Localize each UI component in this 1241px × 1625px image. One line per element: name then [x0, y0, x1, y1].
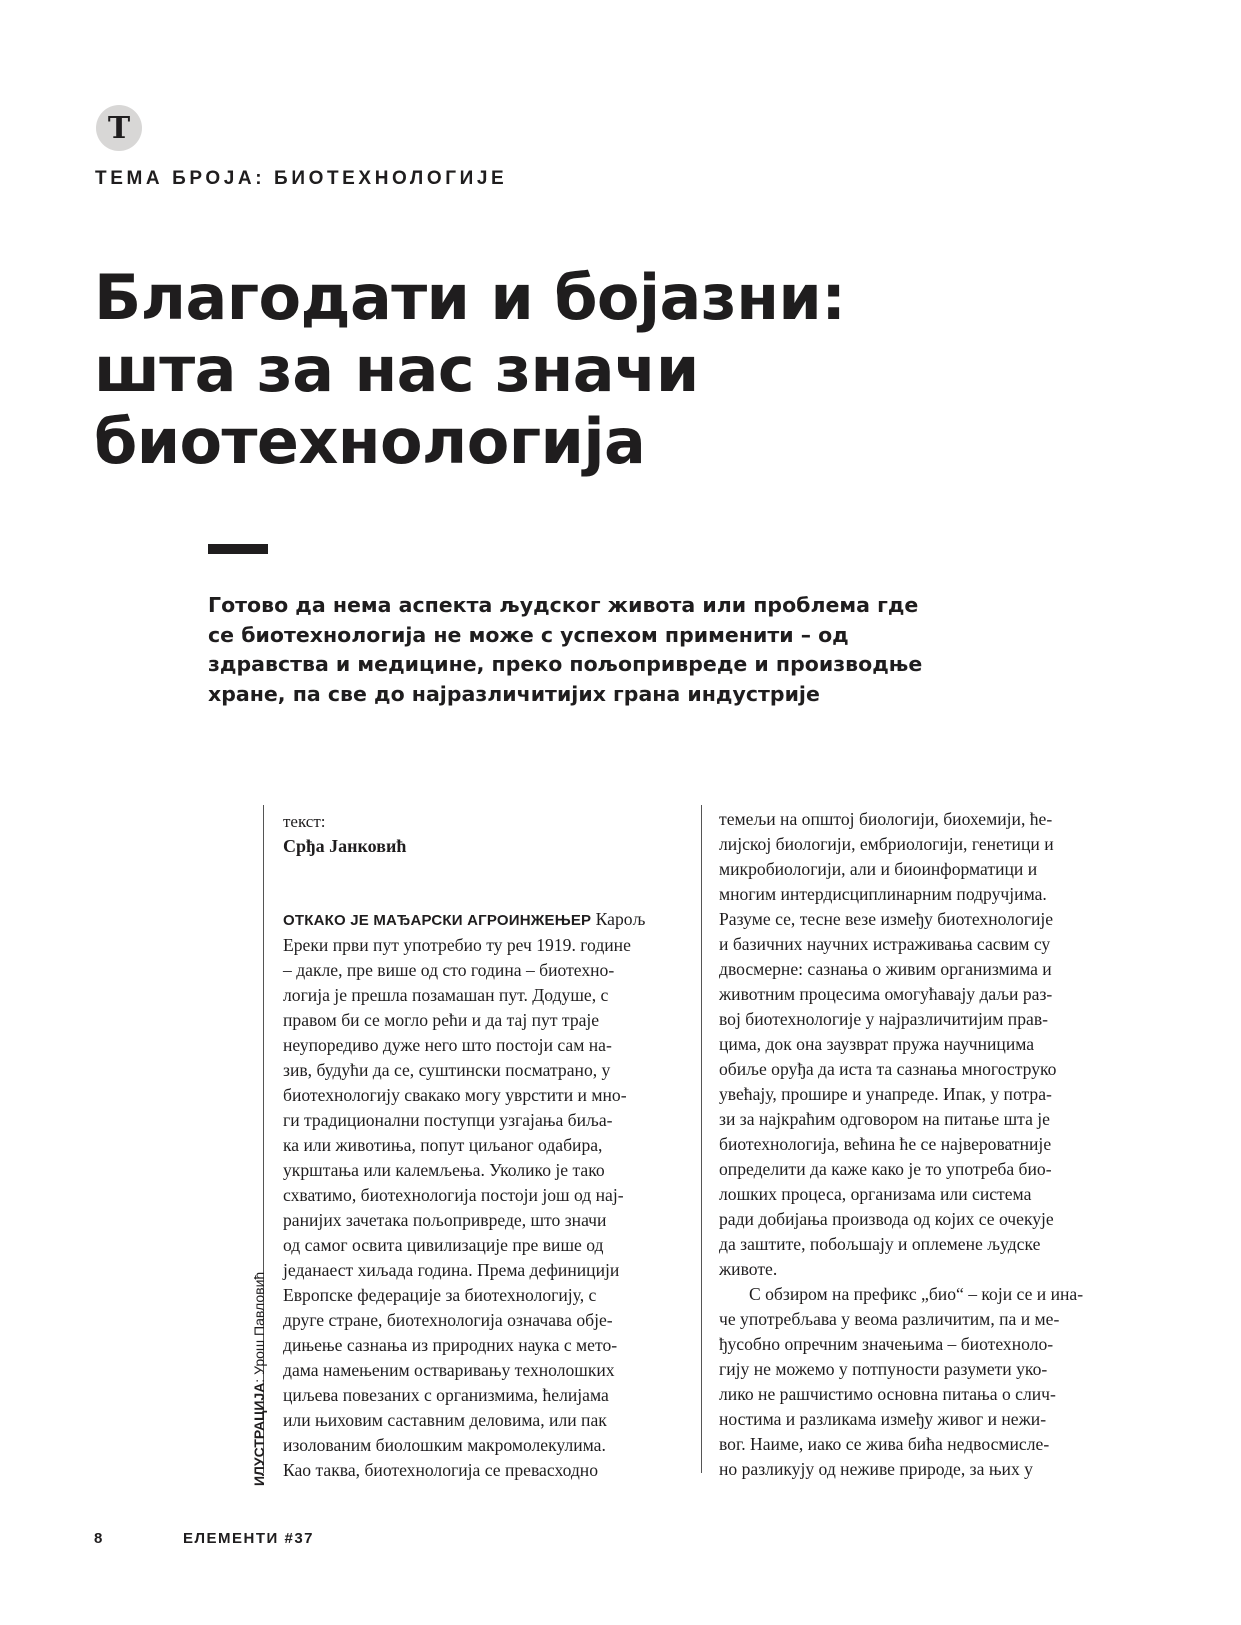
- lead-line: Готово да нема аспекта људског живота или проблема где: [208, 593, 919, 617]
- text-line: Ереки први пут употребио ту реч 1919. године: [283, 935, 631, 955]
- text-line: ги традиционални поступци узгајања биља-: [283, 1110, 613, 1130]
- text-line: зив, будући да се, суштински посматрано, у: [283, 1060, 611, 1080]
- text-line: микробиологији, али и биоинформатици и: [719, 859, 1038, 879]
- text-line: лошких процеса, организама или система: [719, 1184, 1032, 1204]
- article-title: [94, 262, 1094, 478]
- text-line: ка или животиња, попут циљаног одабира,: [283, 1135, 603, 1155]
- body-column-2: [719, 807, 1083, 1482]
- text-line: животним процесима омогућавају даљи раз-: [719, 984, 1053, 1004]
- section-label: ТЕМА БРОЈА: БИОТЕХНОЛОГИЈЕ: [95, 168, 508, 189]
- illustrator-name: : Урош Павловић: [251, 1271, 267, 1383]
- text-line: вој биотехнологије у најразличитијим прав-: [719, 1009, 1048, 1029]
- text-line: неупоредиво дуже него што постоји сам на-: [283, 1035, 612, 1055]
- page-number: 8: [94, 1530, 103, 1547]
- text-line: од самог освита цивилизације пре више од: [283, 1235, 604, 1255]
- first-line-rest: Карољ: [591, 909, 646, 929]
- lead-line: се биотехнологија не може с успехом применити – од: [208, 622, 849, 647]
- text-line: укрштања или калемљења. Уколико је тако: [283, 1160, 605, 1180]
- text-line: увећају, прошире и унапреде. Ипак, у потра-: [719, 1084, 1052, 1104]
- text-line: ђусобно опречним значењима – биотехноло-: [719, 1334, 1054, 1354]
- text-line: животе.: [719, 1259, 778, 1279]
- text-line: ностима и разликама између живог и нежи-: [719, 1409, 1047, 1429]
- text-line: схватимо, биотехнологија постоји још од нај-: [283, 1185, 624, 1205]
- text-line: и базичних научних истраживања сасвим су: [719, 934, 1051, 954]
- text-line: Европске федерације за биотехнологију, с: [283, 1285, 597, 1305]
- text-line: дама намењеним остваривању технолошких: [283, 1360, 615, 1380]
- text-line: дињење сазнања из природних наука с мето-: [283, 1335, 618, 1355]
- text-line: цима, док она заузврат пружа научницима: [719, 1034, 1035, 1054]
- text-line: изолованим биолошким макромолекулима.: [283, 1435, 606, 1455]
- text-line: или њиховим саставним деловима, или пак: [283, 1410, 607, 1430]
- text-line: биотехнологију свакако могу уврстити и мно-: [283, 1085, 627, 1105]
- author-name: Срђа Јанковић: [283, 836, 407, 856]
- article-lead: [208, 591, 988, 709]
- text-line: многим интердисциплинарним подручјима.: [719, 884, 1047, 904]
- text-line: друге стране, биотехнологија означава обје-: [283, 1310, 613, 1330]
- title-line: Благодати и бојазни:: [94, 261, 846, 334]
- text-line: гију не можемо у потпуности разумети уко-: [719, 1359, 1048, 1379]
- lead-line: хране, па све до најразличитијих грана индустрије: [208, 681, 820, 706]
- text-line: обиље оруђа да иста та сазнања многоструко: [719, 1059, 1057, 1079]
- title-divider: [208, 544, 268, 554]
- text-line: С обзиром на префикс „био“ – који се и ина-: [749, 1284, 1084, 1304]
- text-line: лико не рашчистимо основна питања о слич-: [719, 1384, 1056, 1404]
- column-rule-middle: [701, 805, 702, 1473]
- text-line: правом би се могло рећи и да тај пут траје: [283, 1010, 600, 1030]
- text-line: Разуме се, тесне везе између биотехнологије: [719, 909, 1054, 929]
- text-line: – дакле, пре више од сто година – биотехно-: [283, 960, 615, 980]
- body-column-1: [283, 907, 645, 1483]
- text-line: лијској биологији, ембриологији, генетици и: [719, 834, 1054, 854]
- text-line: да заштите, побољшају и оплемене људске: [719, 1234, 1041, 1254]
- text-line: логија је прешла позамашан пут. Додуше, с: [283, 985, 609, 1005]
- lead-in: ОТКАКО ЈЕ МАЂАРСКИ АГРОИНЖЕЊЕР: [283, 912, 592, 929]
- text-line: зи за најкраћим одговором на питање шта је: [719, 1109, 1050, 1129]
- text-line: двосмерне: сазнања о живим организмима и: [719, 959, 1052, 979]
- text-line: ранијих зачетака пољопривреде, што значи: [283, 1210, 607, 1230]
- text-line: темељи на општој биологији, биохемији, ће-: [719, 809, 1053, 829]
- text-line: но разликују од неживе природе, за њих у: [719, 1459, 1033, 1479]
- illustration-credit-label: ИЛУСТРАЦИЈА: [251, 1382, 267, 1486]
- text-line: једанаест хиљада година. Према дефиницији: [283, 1260, 620, 1280]
- text-line: определити да каже како је то употреба био-: [719, 1159, 1052, 1179]
- magazine-issue: ЕЛЕМЕНТИ #37: [183, 1530, 315, 1547]
- author-credit-label: текст:: [283, 812, 326, 831]
- text-line: циљева повезаних с организмима, ћелијама: [283, 1385, 609, 1405]
- first-line: [283, 907, 645, 933]
- text-line: биотехнологија, већина ће се највероватније: [719, 1134, 1052, 1154]
- text-line: вог. Наиме, иако се жива бића недвосмисле-: [719, 1434, 1050, 1454]
- lead-line: здравства и медицине, преко пољопривреде и производње: [208, 652, 923, 676]
- illustration-credit: [251, 1272, 267, 1486]
- title-line: шта за нас значи: [94, 333, 699, 406]
- text-line: че употребљава у веома различитим, па и ме-: [719, 1309, 1060, 1329]
- text-line: Као таква, биотехнологија се превасходно: [283, 1460, 599, 1480]
- text-line: ради добијања производа од којих се очекује: [719, 1209, 1054, 1229]
- section-badge-icon: T: [96, 105, 142, 151]
- title-line: биотехнологија: [94, 405, 646, 478]
